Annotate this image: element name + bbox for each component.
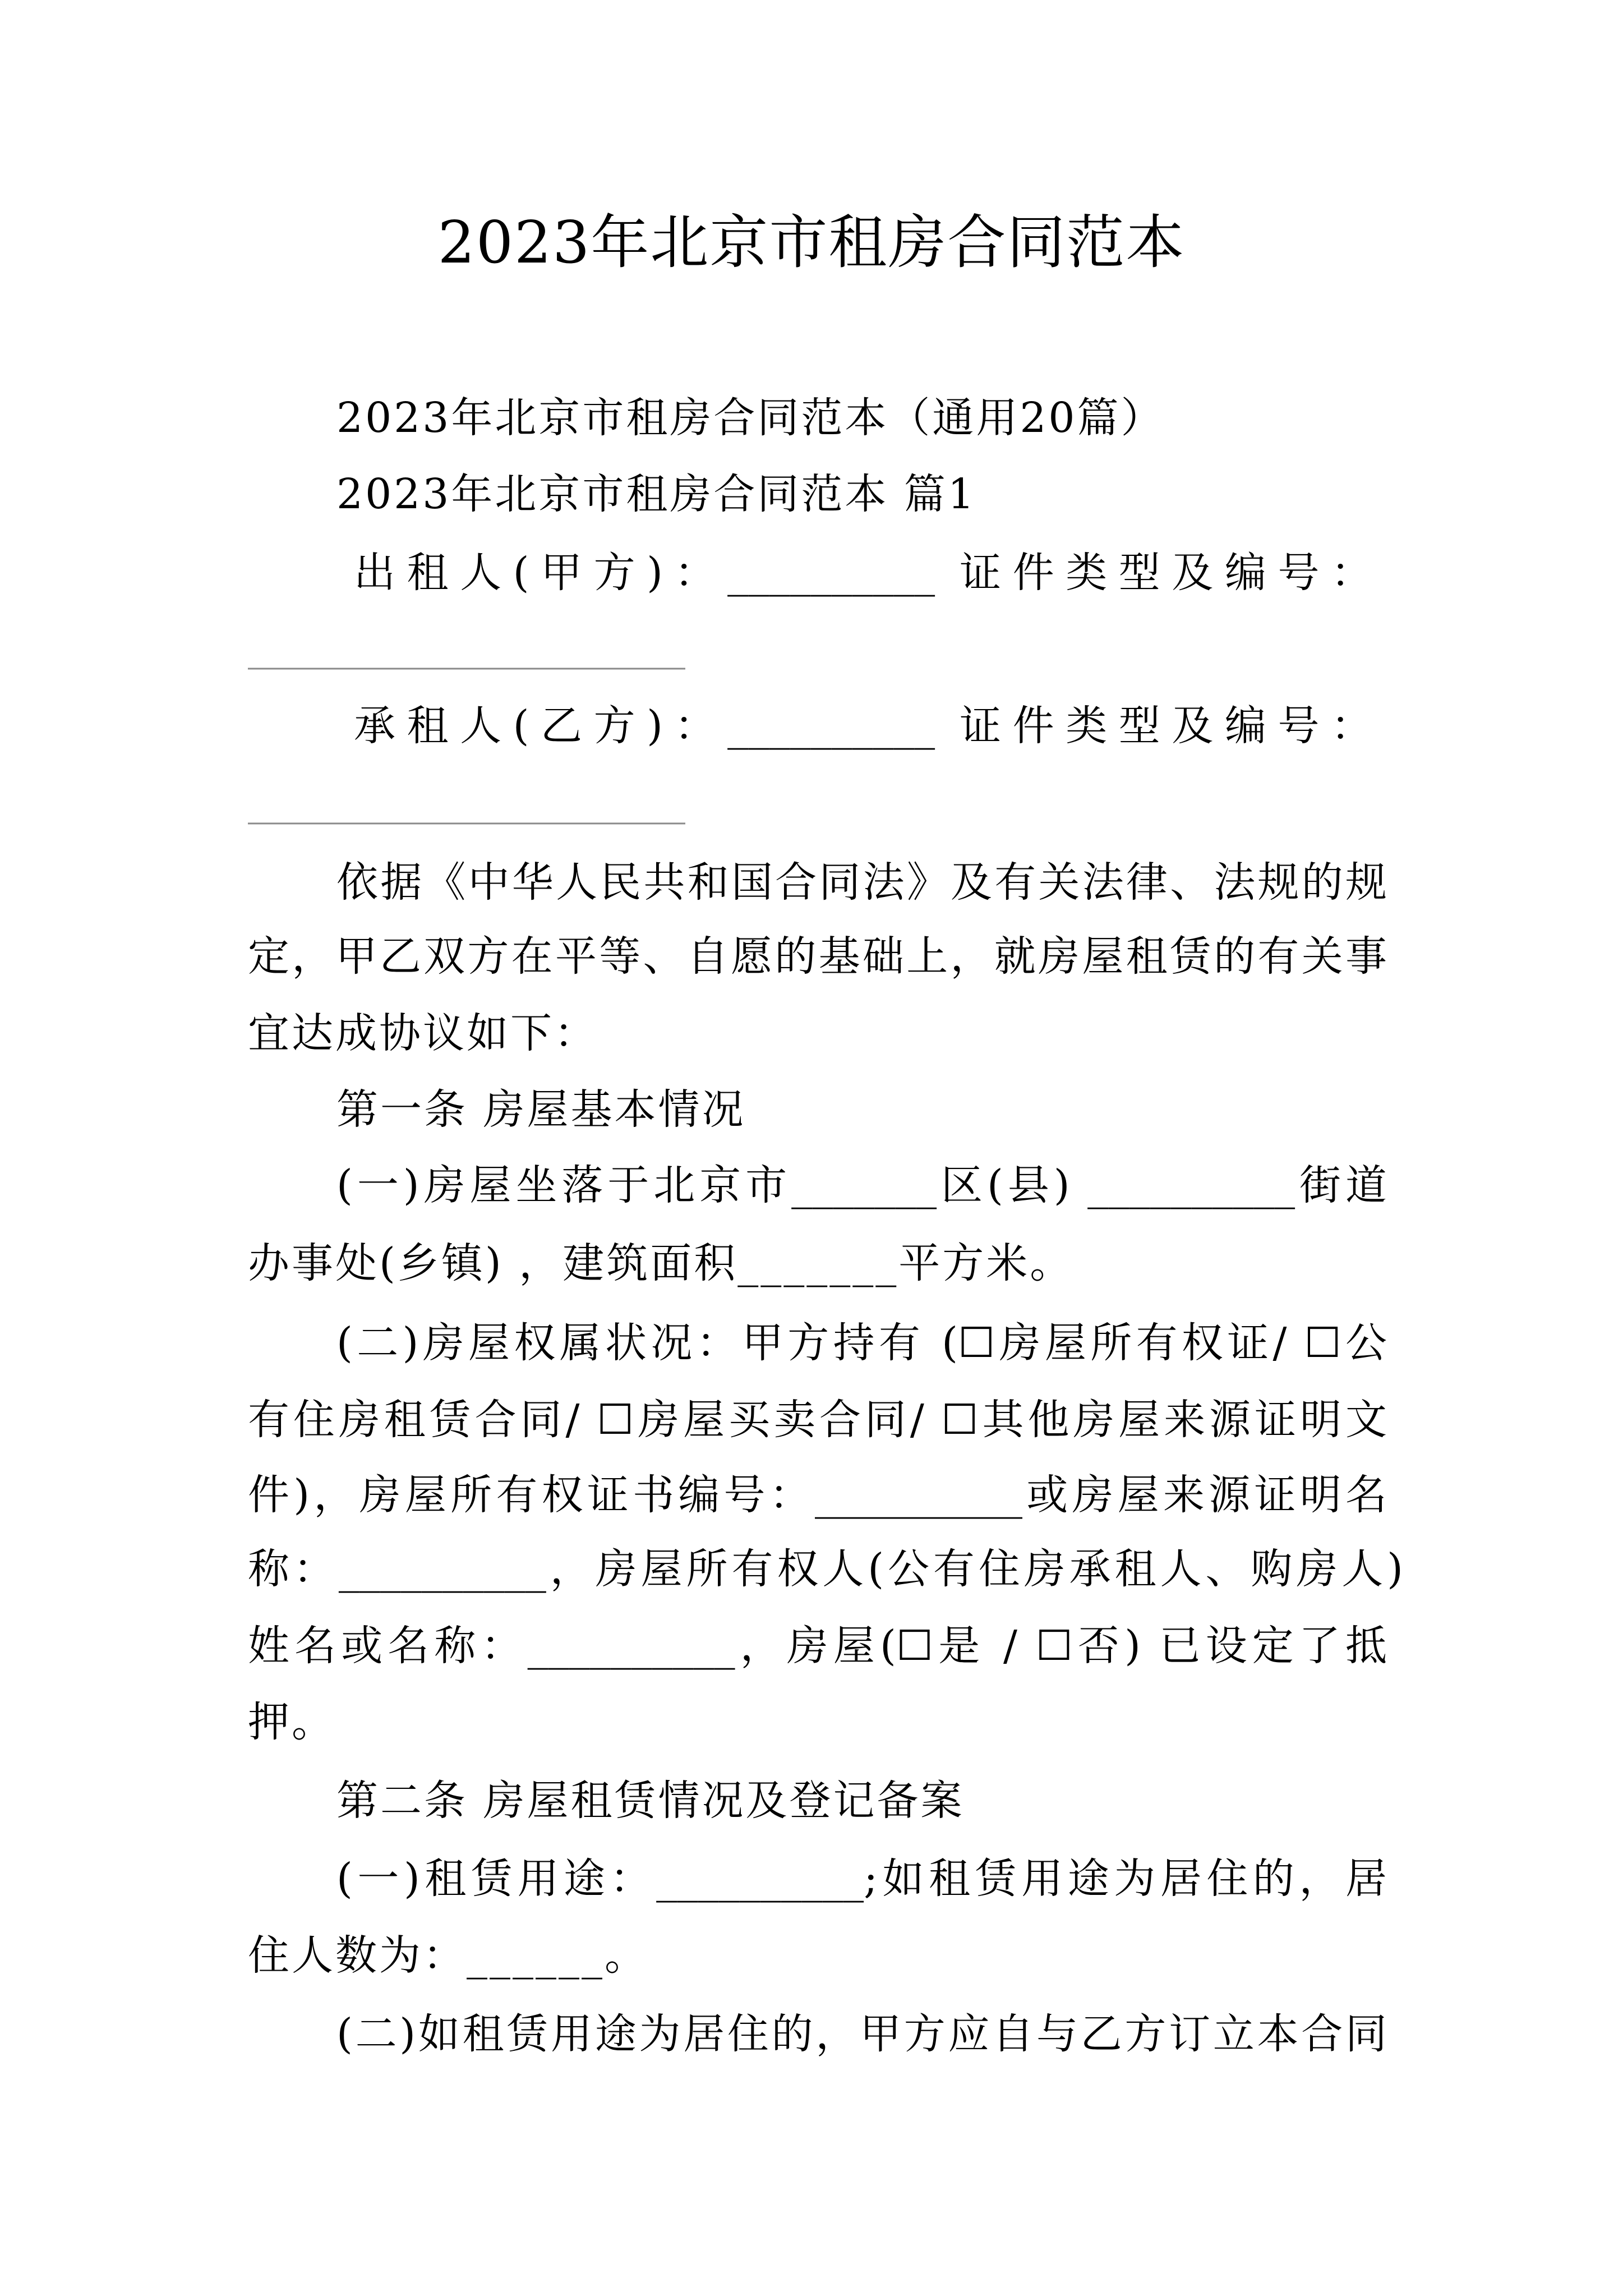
lessor-line: 出租人(甲方)：__________ 证件类型及编号：: [354, 549, 1372, 597]
article1-item2-line: 押。: [248, 1698, 335, 1746]
lessee-id-blank: ____________________: [248, 774, 685, 825]
article1-item2-line: (二)房屋权属状况：甲方持有 (☐房屋所有权证/ ☐公: [336, 1319, 1387, 1367]
article1-item1-line: (一)房屋坐落于北京市_______区(县) __________街道: [336, 1161, 1387, 1209]
article1-item2-line: 称：__________，房屋所有权人(公有住房承租人、购房人): [248, 1545, 1403, 1593]
article2-item2-line: (二)如租赁用途为居住的，甲方应自与乙方订立本合同: [336, 2010, 1387, 2058]
article2-item1-line: 住人数为：______。: [248, 1931, 648, 1980]
article1-item1-line: 办事处(乡镇) ，建筑面积_______平方米。: [248, 1239, 1074, 1287]
preamble-line: 定，甲乙双方在平等、自愿的基础上，就房屋租赁的有关事: [248, 932, 1387, 981]
lessee-line: 承租人(乙方)：__________ 证件类型及编号：: [354, 702, 1372, 750]
article2-heading: 第二条 房屋租赁情况及登记备案: [336, 1777, 965, 1825]
article2-item1-line: (一)租赁用途：__________;如租赁用途为居住的，居: [336, 1855, 1387, 1903]
document-title: 2023年北京市租房合同范本: [437, 208, 1186, 277]
article1-item2-line: 件)，房屋所有权证书编号：__________或房屋来源证明名: [248, 1471, 1387, 1519]
lessor-id-blank: ____________________: [248, 619, 685, 670]
document-subtitle: 2023年北京市租房合同范本（通用20篇）: [336, 394, 1165, 442]
article1-heading: 第一条 房屋基本情况: [336, 1085, 746, 1134]
article1-item2-line: 姓名或名称：__________，房屋(☐是 / ☐否) 已设定了抵: [248, 1622, 1387, 1670]
article1-item2-line: 有住房租赁合同/ ☐房屋买卖合同/ ☐其他房屋来源证明文: [248, 1396, 1387, 1444]
preamble-line: 依据《中华人民共和国合同法》及有关法律、法规的规: [336, 858, 1387, 907]
preamble-line: 宜达成协议如下：: [248, 1009, 598, 1057]
chapter-heading: 2023年北京市租房合同范本 篇1: [336, 470, 976, 518]
